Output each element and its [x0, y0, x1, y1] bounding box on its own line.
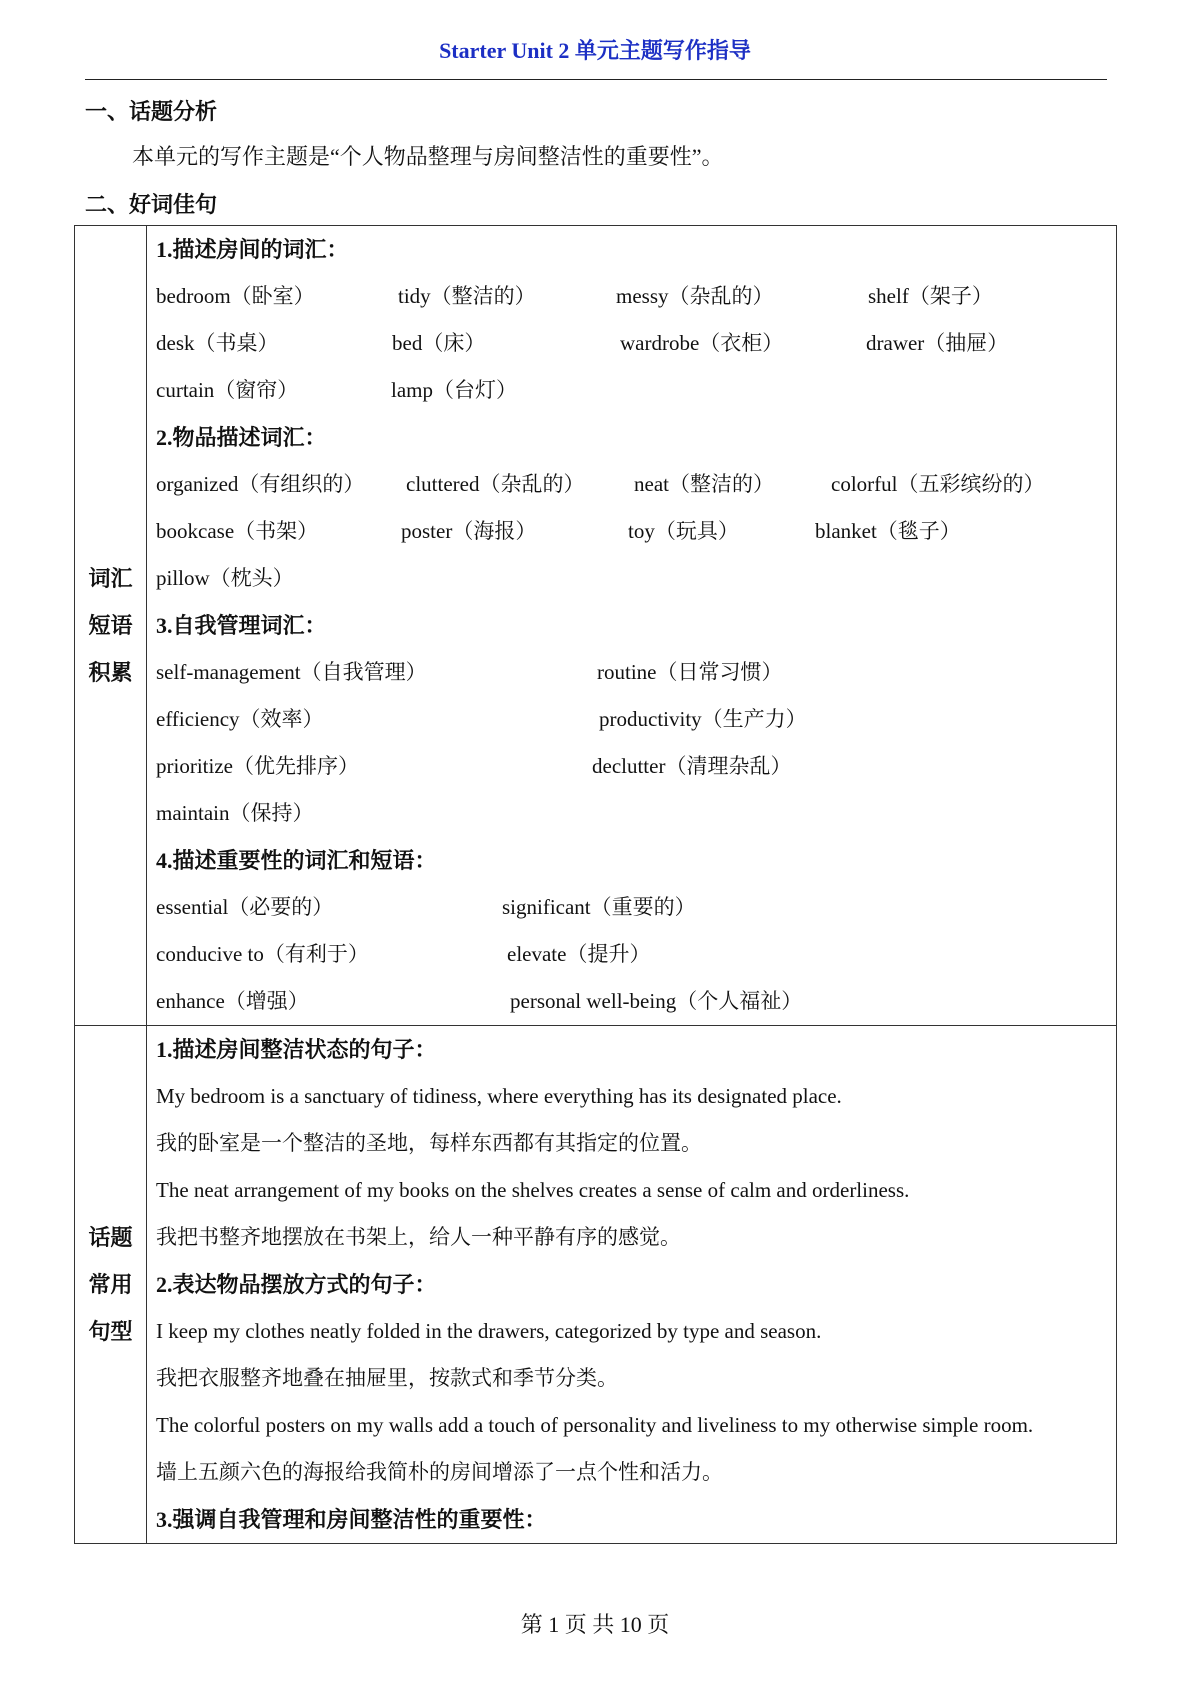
vocab-item: curtain（窗帘）	[156, 378, 299, 402]
vocab-item: bookcase（书架）	[156, 519, 319, 543]
sentences-label-line: 常用	[88, 1272, 133, 1297]
vocab-item: bed（床）	[392, 331, 486, 355]
sentence-group-title: 2.表达物品摆放方式的句子：	[156, 1272, 437, 1297]
vocab-item: bedroom（卧室）	[156, 284, 315, 308]
vocab-item: colorful（五彩缤纷的）	[831, 472, 1045, 496]
vocab-line	[156, 931, 1108, 978]
vocab-item: conducive to（有利于）	[156, 942, 369, 966]
vocab-line	[156, 649, 1108, 696]
vocab-item: personal well-being（个人福祉）	[510, 989, 803, 1013]
vocab-item: declutter（清理杂乱）	[592, 754, 792, 778]
vocab-group-title: 1.描述房间的词汇：	[156, 237, 349, 262]
sentence-english: I keep my clothes neatly folded in the drawers, categorized by type and season.	[156, 1319, 822, 1343]
vocab-line	[156, 461, 1108, 508]
sentence-group-title: 1.描述房间整洁状态的句子：	[156, 1037, 437, 1062]
sentences-label-line: 句型	[88, 1319, 133, 1344]
sentence-chinese: 我把书整齐地摆放在书架上，给人一种平静有序的感觉。	[156, 1225, 681, 1249]
sentence-chinese: 墙上五颜六色的海报给我简朴的房间增添了一点个性和活力。	[156, 1460, 723, 1484]
sentences-label-line: 话题	[88, 1225, 133, 1250]
vocab-item: pillow（枕头）	[156, 566, 294, 590]
section-heading-topic-analysis: 一、话题分析	[85, 99, 218, 124]
sentence-chinese: 我把衣服整齐地叠在抽屉里，按款式和季节分类。	[156, 1366, 618, 1390]
vocab-item: wardrobe（衣柜）	[620, 331, 784, 355]
section-heading-good-words: 二、好词佳句	[85, 192, 218, 217]
vocab-item: cluttered（杂乱的）	[406, 472, 585, 496]
vocab-item: routine（日常习惯）	[597, 660, 783, 684]
vocab-line	[156, 508, 1108, 555]
vocab-group-title: 3.自我管理词汇：	[156, 613, 327, 638]
vocab-line	[156, 273, 1108, 320]
vocab-line	[156, 367, 1108, 414]
vocab-item: efficiency（效率）	[156, 707, 324, 731]
vocab-item: elevate（提升）	[507, 942, 651, 966]
header-divider	[85, 79, 1107, 80]
sentence-chinese: 我的卧室是一个整洁的圣地，每样东西都有其指定的位置。	[156, 1131, 702, 1155]
vocab-label-line: 词汇	[88, 566, 133, 591]
vocab-item: lamp（台灯）	[391, 378, 517, 402]
vocab-item: drawer（抽屉）	[866, 331, 1009, 355]
vocab-item: organized（有组织的）	[156, 472, 365, 496]
sentences-content-cell	[147, 1026, 1117, 1544]
vocab-item: desk（书桌）	[156, 331, 279, 355]
vocab-item: tidy（整洁的）	[398, 284, 536, 308]
vocab-label-line: 短语	[88, 613, 133, 638]
vocab-item: messy（杂乱的）	[616, 284, 774, 308]
vocab-group-title: 4.描述重要性的词汇和短语：	[156, 848, 437, 873]
vocab-item: productivity（生产力）	[599, 707, 807, 731]
sentences-row	[75, 1026, 1117, 1544]
vocab-line	[156, 884, 1108, 931]
vocab-item: maintain（保持）	[156, 801, 314, 825]
vocab-label-cell	[75, 226, 147, 1026]
vocab-line	[156, 978, 1108, 1025]
vocab-item: enhance（增强）	[156, 989, 309, 1013]
vocab-sentence-table	[74, 225, 1117, 1544]
vocab-item: shelf（架子）	[868, 284, 993, 308]
vocab-item: significant（重要的）	[502, 895, 696, 919]
vocab-item: essential（必要的）	[156, 895, 334, 919]
page-number: 第 1 页 共 10 页	[520, 1612, 670, 1637]
vocab-line	[156, 790, 1108, 837]
vocab-line	[156, 696, 1108, 743]
vocab-line	[156, 320, 1108, 367]
sentence-english: The colorful posters on my walls add a touch of personality and liveliness to my otherwise simple room.	[156, 1413, 1034, 1437]
vocab-item: neat（整洁的）	[634, 472, 774, 496]
vocab-group-title: 2.物品描述词汇：	[156, 425, 327, 450]
sentence-english: My bedroom is a sanctuary of tidiness, where everything has its designated place.	[156, 1084, 842, 1108]
topic-analysis-text: 本单元的写作主题是“个人物品整理与房间整洁性的重要性”。	[132, 144, 724, 169]
vocab-line	[156, 743, 1108, 790]
vocab-content-cell	[147, 226, 1117, 1026]
vocab-row	[75, 226, 1117, 1026]
sentences-label-cell	[75, 1026, 147, 1544]
vocab-item: self-management（自我管理）	[156, 660, 427, 684]
vocab-item: blanket（毯子）	[815, 519, 961, 543]
sentence-group-title: 3.强调自我管理和房间整洁性的重要性：	[156, 1507, 547, 1532]
vocab-item: prioritize（优先排序）	[156, 754, 359, 778]
vocab-line	[156, 555, 1108, 602]
vocab-label-line: 积累	[88, 660, 133, 685]
sentence-english: The neat arrangement of my books on the shelves creates a sense of calm and orderliness.	[156, 1178, 910, 1202]
vocab-item: poster（海报）	[401, 519, 537, 543]
vocab-item: toy（玩具）	[628, 519, 739, 543]
document-title: Starter Unit 2 单元主题写作指导	[439, 38, 751, 63]
